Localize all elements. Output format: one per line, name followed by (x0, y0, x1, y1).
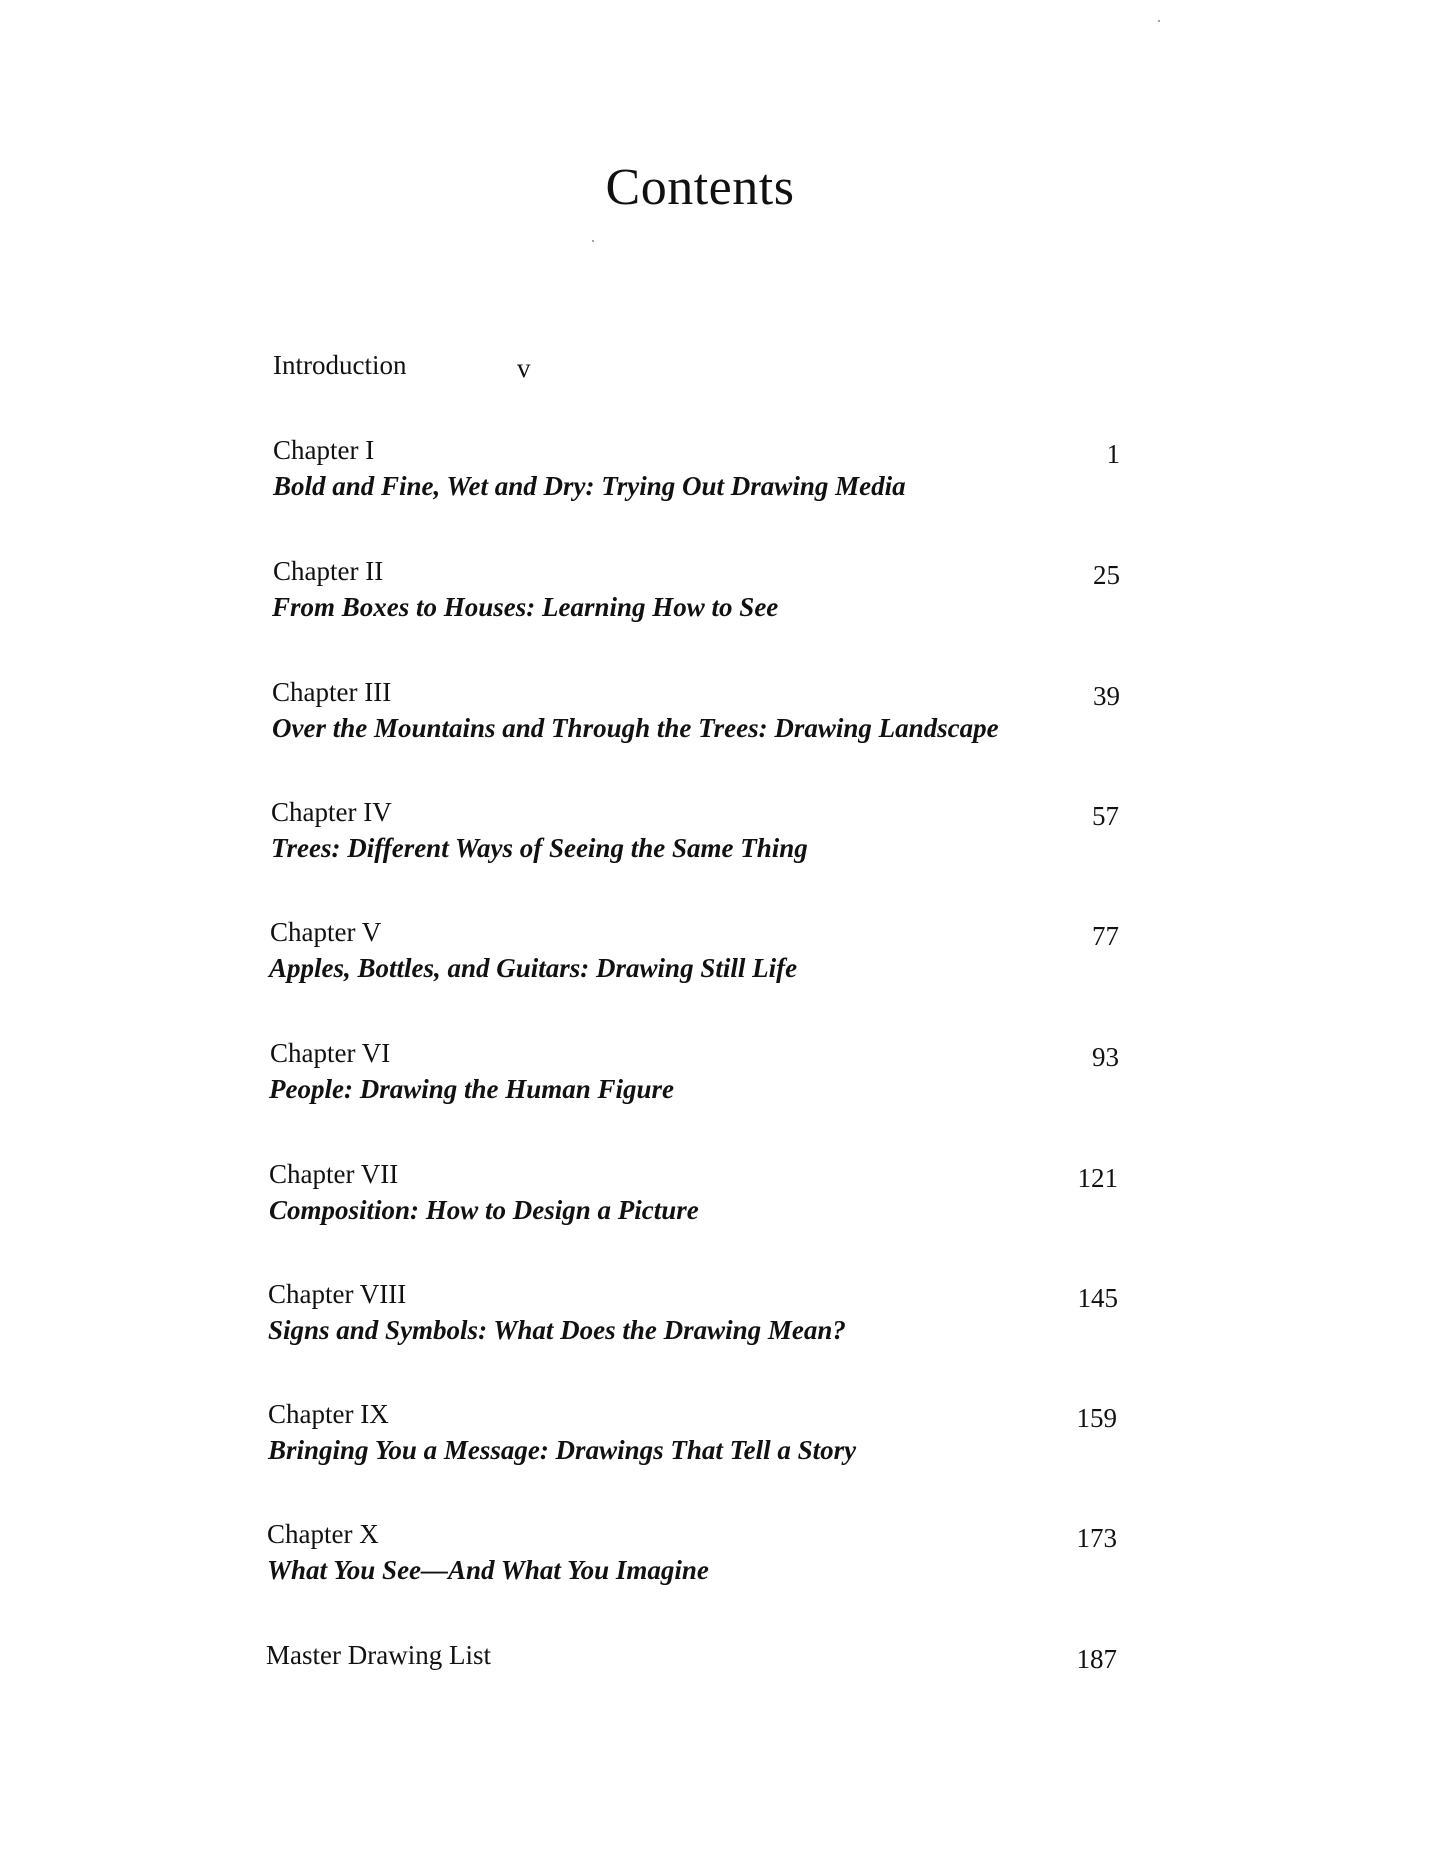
page-title: Contents (605, 159, 795, 216)
chapter-page-number: 77 (1092, 921, 1119, 951)
introduction-label: Introduction (273, 350, 407, 380)
chapter-entry-9[interactable] (0, 1399, 1445, 1479)
chapter-label: Chapter III (272, 677, 392, 707)
chapter-page-number: 1 (1106, 439, 1120, 469)
chapter-entry-10[interactable] (0, 1519, 1445, 1599)
scan-speck (592, 240, 594, 242)
chapter-label: Chapter VII (269, 1159, 399, 1189)
chapter-title: Over the Mountains and Through the Trees: Drawing Landscape (272, 713, 999, 743)
chapter-entry-3[interactable] (0, 677, 1445, 757)
chapter-title: Signs and Symbols: What Does the Drawing Mean? (268, 1315, 846, 1345)
scan-speck (1158, 20, 1160, 22)
chapter-entry-7[interactable] (0, 1159, 1445, 1239)
chapter-entry-5[interactable] (0, 917, 1445, 997)
chapter-label: Chapter IV (271, 797, 392, 827)
chapter-page-number: 173 (1076, 1523, 1117, 1553)
chapter-page-number: 57 (1092, 801, 1119, 831)
chapter-entry-1[interactable] (0, 435, 1445, 515)
chapter-title: Bringing You a Message: Drawings That Tell a Story (268, 1435, 857, 1465)
chapter-page-number: 145 (1077, 1283, 1118, 1313)
introduction-page-number: v (517, 353, 531, 383)
chapter-title: Bold and Fine, Wet and Dry: Trying Out Drawing Media (273, 471, 906, 501)
chapter-entry-2[interactable] (0, 556, 1445, 636)
master-drawing-list-label: Master Drawing List (266, 1640, 491, 1670)
master-drawing-list-page-number: 187 (1076, 1644, 1117, 1674)
chapter-title: From Boxes to Houses: Learning How to See (272, 592, 779, 622)
chapter-title: Apples, Bottles, and Guitars: Drawing Still Life (269, 953, 798, 983)
chapter-page-number: 39 (1093, 681, 1120, 711)
chapter-label: Chapter V (270, 917, 382, 947)
chapter-title: Trees: Different Ways of Seeing the Same Thing (271, 833, 808, 863)
chapter-label: Chapter X (267, 1519, 379, 1549)
chapter-page-number: 25 (1093, 560, 1120, 590)
chapter-entry-4[interactable] (0, 797, 1445, 877)
introduction-entry[interactable] (273, 350, 531, 383)
chapter-label: Chapter IX (268, 1399, 389, 1429)
chapter-label: Chapter I (273, 435, 375, 465)
chapter-page-number: 159 (1076, 1403, 1117, 1433)
chapter-label: Chapter VI (270, 1038, 391, 1068)
chapter-entry-8[interactable] (0, 1279, 1445, 1359)
chapter-entry-6[interactable] (0, 1038, 1445, 1118)
chapter-title: Composition: How to Design a Picture (269, 1195, 699, 1225)
chapter-label: Chapter II (273, 556, 384, 586)
chapter-label: Chapter VIII (268, 1279, 407, 1309)
chapter-title: People: Drawing the Human Figure (269, 1074, 675, 1104)
chapter-title: What You See—And What You Imagine (267, 1555, 709, 1585)
chapter-page-number: 121 (1077, 1163, 1118, 1193)
chapter-page-number: 93 (1092, 1042, 1119, 1072)
